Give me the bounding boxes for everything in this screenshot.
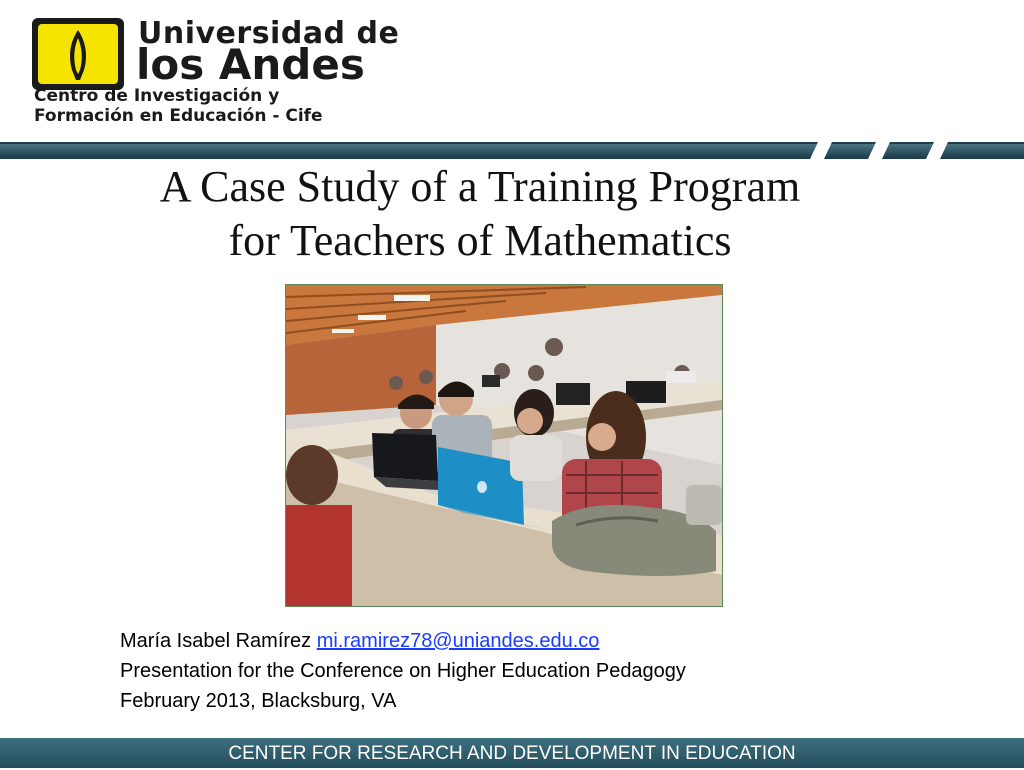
university-logo bbox=[30, 14, 410, 126]
date-location-line: February 2013, Blacksburg, VA bbox=[120, 690, 397, 712]
footer-text: CENTER FOR RESEARCH AND DEVELOPMENT IN EDUCATION bbox=[228, 743, 796, 764]
slide-title bbox=[40, 160, 920, 268]
event-line: Presentation for the Conference on Higher Education Pedagogy bbox=[120, 660, 686, 682]
classroom-photo bbox=[285, 284, 723, 607]
center-name-line2: Formación en Educación - Cife bbox=[34, 106, 323, 126]
slide-title-line1: A Case Study of a Training Program bbox=[159, 162, 801, 211]
university-name-line2: los Andes bbox=[136, 40, 365, 89]
university-crest-icon bbox=[30, 16, 126, 92]
university-name-line1: Universidad de bbox=[138, 16, 400, 51]
author-name: María Isabel Ramírez bbox=[120, 630, 312, 652]
header-band bbox=[0, 142, 1024, 159]
footer-band bbox=[0, 738, 1024, 768]
author-line bbox=[120, 626, 686, 656]
author-email-link[interactable]: mi.ramirez78@uniandes.edu.co bbox=[316, 630, 600, 652]
presenter-info bbox=[120, 626, 686, 716]
center-name-line1: Centro de Investigación y bbox=[34, 86, 280, 106]
slide-title-line2: for Teachers of Mathematics bbox=[228, 216, 732, 265]
